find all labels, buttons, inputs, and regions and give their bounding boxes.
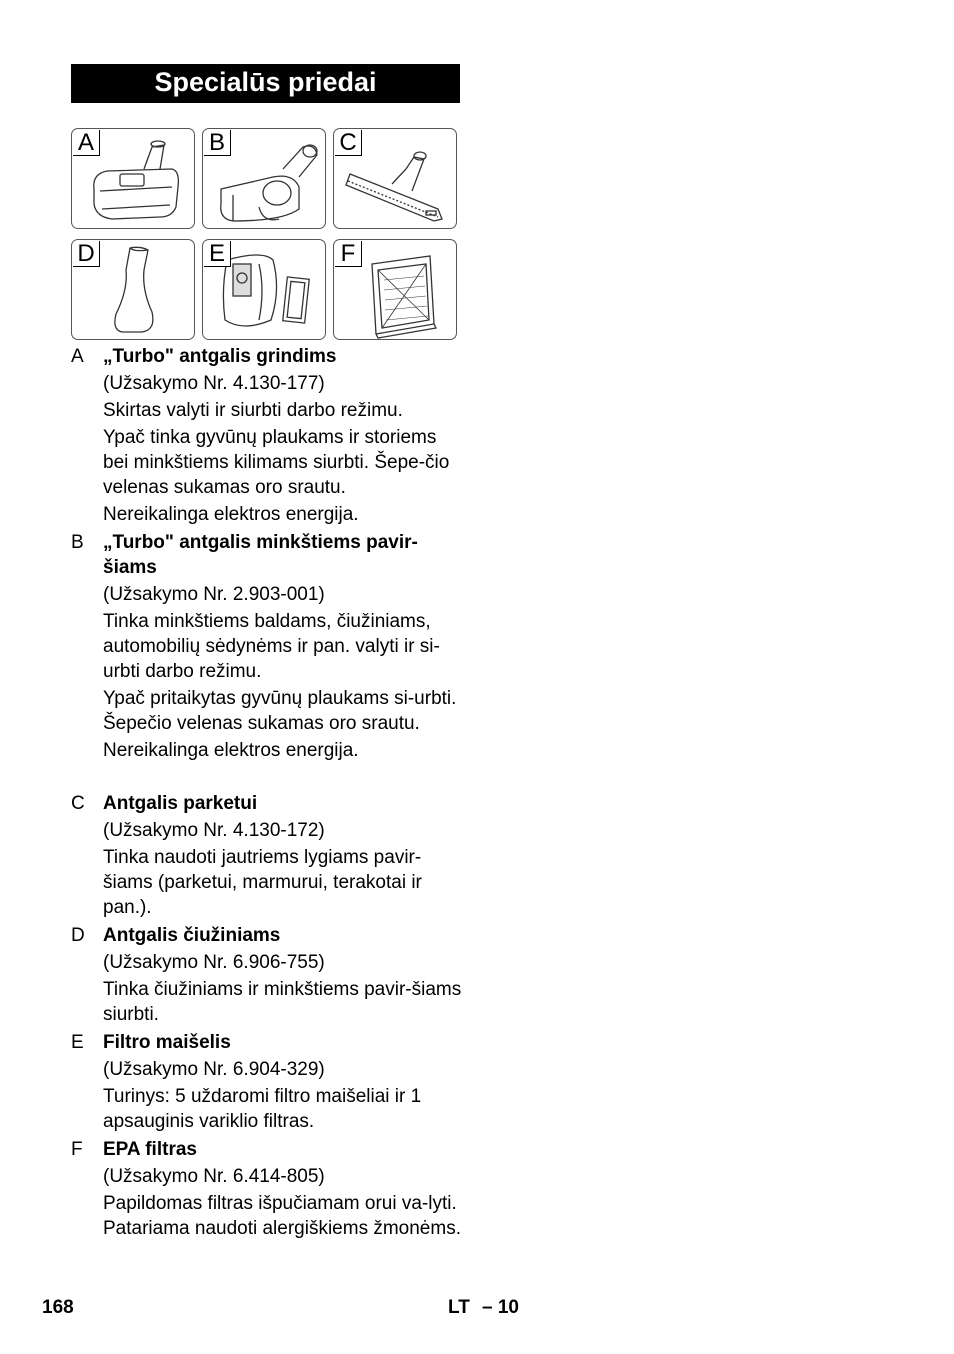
entry-text: Tinka čiužiniams ir minkštiems pavir-šiams siurbti. [103,979,462,1025]
tile-letter: C [335,130,362,156]
tile-letter: B [204,130,231,156]
entry-text: Nereikalinga elektros energija. [103,504,359,525]
entry-text: Papildomas filtras išpučiamam orui va-lyti. Patariama naudoti alergiškiems žmonėms. [103,1193,461,1239]
entry-a [71,344,466,527]
language-code: LT [448,1297,470,1318]
order-number: (Užsakymo Nr. 4.130-172) [103,820,325,841]
tile-b [202,128,326,229]
order-number: (Užsakymo Nr. 6.906-755) [103,952,325,973]
entry-letter: C [71,793,85,814]
entry-letter: B [71,532,84,553]
order-number: (Užsakymo Nr. 2.903-001) [103,584,325,605]
entry-heading: „Turbo" antgalis minkštiems pavir-šiams [103,532,418,578]
entry-heading: „Turbo" antgalis grindims [103,346,337,367]
page-title: Specialūs priedai [71,64,460,103]
tile-e [202,239,326,340]
entry-letter: F [71,1139,83,1160]
entry-text: Nereikalinga elektros energija. [103,740,359,761]
entry-e [71,1030,466,1134]
tile-letter: E [204,241,231,267]
entry-text: Ypač tinka gyvūnų plaukams ir storiems bei minkštiems kilimams siurbti. Šepe-čio velenas sukamas oro srautu. [103,427,450,498]
entry-text: Tinka minkštiems baldams, čiužiniams, automobilių sėdynėms ir pan. valyti ir si-urbti darbo režimu. [103,611,440,682]
entry-heading: Antgalis čiužiniams [103,925,281,946]
entry-heading: Filtro maišelis [103,1032,231,1053]
page-number: 168 [42,1297,74,1318]
order-number: (Užsakymo Nr. 6.414-805) [103,1166,325,1187]
tile-c [333,128,457,229]
entry-text: Skirtas valyti ir siurbti darbo režimu. [103,400,403,421]
order-number: (Užsakymo Nr. 6.904-329) [103,1059,325,1080]
tile-letter: D [73,241,100,267]
entry-f [71,1137,466,1241]
tile-a [71,128,195,229]
entry-letter: E [71,1032,84,1053]
entry-d [71,923,466,1027]
entry-heading: EPA filtras [103,1139,197,1160]
entry-c [71,791,466,920]
tile-letter: A [73,130,100,156]
entry-letter: A [71,346,84,367]
entry-letter: D [71,925,85,946]
tile-d [71,239,195,340]
tile-letter: F [335,241,362,267]
order-number: (Užsakymo Nr. 4.130-177) [103,373,325,394]
tile-f [333,239,457,340]
entry-text: Ypač pritaikytas gyvūnų plaukams si-urbti. Šepečio velenas sukamas oro srautu. [103,688,457,734]
entry-heading: Antgalis parketui [103,793,258,814]
entry-b [71,530,466,763]
entry-text: Tinka naudoti jautriems lygiams pavir-šiams (parketui, marmurui, terakotai ir pan.). [103,847,422,918]
entry-text: Turinys: 5 uždaromi filtro maišeliai ir 1 apsauginis variklio filtras. [103,1086,422,1132]
section-page-number: – 10 [482,1297,519,1318]
